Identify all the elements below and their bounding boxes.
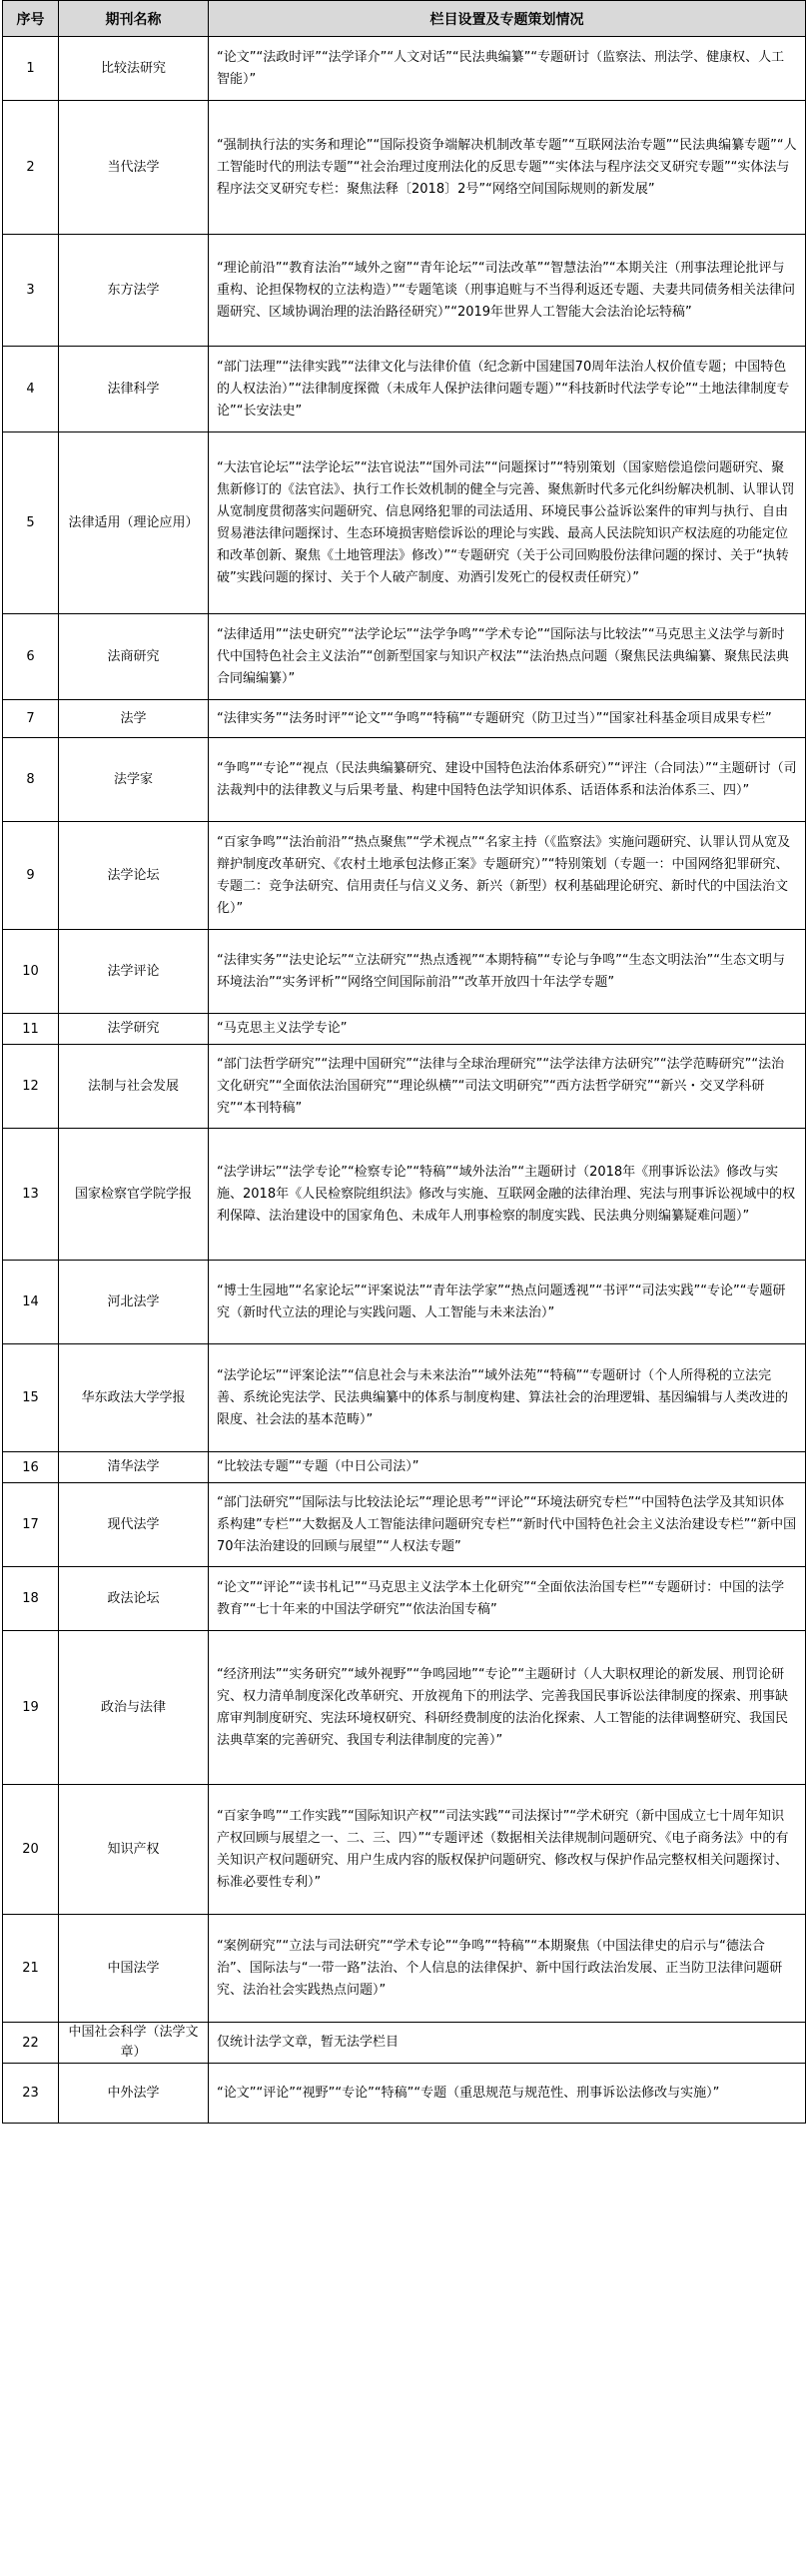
row-journal-name: 政治与法律 — [59, 1631, 209, 1785]
row-serial-number: 6 — [3, 614, 59, 700]
row-column-settings: “案例研究”“立法与司法研究”“学术专论”“争鸣”“特稿”“本期聚焦（中国法律史的启示与“德法合治”、国际法与“一带一路”法治、个人信息的法律保护、新中国行政法治发展、正当防卫法律问题研究、法治社会实践热点问题）” — [209, 1915, 806, 2023]
row-column-settings: 仅统计法学文章，暂无法学栏目 — [209, 2023, 806, 2064]
row-column-settings: “法律适用”“法史研究”“法学论坛”“法学争鸣”“学术专论”“国际法与比较法”“马克思主义法学与新时代中国特色社会主义法治”“创新型国家与知识产权法”“法治热点问题（聚焦民法典编纂、聚焦民法典合同编编纂）” — [209, 614, 806, 700]
table-row — [3, 1014, 806, 1045]
row-serial-number: 2 — [3, 101, 59, 235]
row-column-settings: “博士生园地”“名家论坛”“评案说法”“青年法学家”“热点问题透视”“书评”“司法实践”“专论”“专题研究（新时代立法的理论与实践问题、人工智能与未来法治）” — [209, 1261, 806, 1344]
row-column-settings: “强制执行法的实务和理论”“国际投资争端解决机制改革专题”“互联网法治专题”“民法典编纂专题”“人工智能时代的刑法专题”“社会治理过度刑法化的反思专题”“实体法与程序法交叉研究专题”“实体法与程序法交叉研究专栏：聚焦法释〔2018〕2号”“网络空间国际规则的新发展” — [209, 101, 806, 235]
row-column-settings: “论文”“评论”“读书札记”“马克思主义法学本土化研究”“全面依法治国专栏”“专题研讨：中国的法学教育”“七十年来的中国法学研究”“依法治国专稿” — [209, 1567, 806, 1631]
row-serial-number: 17 — [3, 1483, 59, 1567]
row-journal-name: 华东政法大学学报 — [59, 1344, 209, 1452]
row-column-settings: “论文”“评论”“视野”“专论”“特稿”“专题（重思规范与规范性、刑事诉讼法修改与实施）” — [209, 2064, 806, 2124]
journal-column-table — [2, 0, 806, 2124]
row-column-settings: “大法官论坛”“法学论坛”“法官说法”“国外司法”“问题探讨”“特别策划（国家赔偿追偿问题研究、聚焦新修订的《法官法》、执行工作长效机制的健全与完善、聚焦新时代多元化纠纷解决机制、认罪认罚从宽制度贯彻落实问题研究、信息网络犯罪的司法适用、环境民事公益诉讼案件的审判与执行、自由贸易港法律问题探讨、生态环境损害赔偿诉讼的理论与实践、最高人民法院知识产权法庭的功能定位和改革创新、聚焦《土地管理法》修改）”“专题研究（关于公司回购股份法律问题的探讨、关于“执转破”实践问题的探讨、关于个人破产制度、劝酒引发死亡的侵权责任研究）” — [209, 432, 806, 614]
table-row — [3, 1785, 806, 1915]
table-row — [3, 432, 806, 614]
row-journal-name: 法制与社会发展 — [59, 1045, 209, 1129]
table-body — [3, 37, 806, 2124]
table-header-row — [3, 1, 806, 37]
row-journal-name: 知识产权 — [59, 1785, 209, 1915]
row-serial-number: 5 — [3, 432, 59, 614]
row-serial-number: 20 — [3, 1785, 59, 1915]
table-row — [3, 738, 806, 822]
row-column-settings: “部门法哲学研究”“法理中国研究”“法律与全球治理研究”“法学法律方法研究”“法学范畴研究”“法治文化研究”“全面依法治国研究”“理论纵横”“司法文明研究”“西方法哲学研究”“新兴・交叉学科研究”“本刊特稿” — [209, 1045, 806, 1129]
row-serial-number: 3 — [3, 235, 59, 347]
row-column-settings: “法学讲坛”“法学专论”“检察专论”“特稿”“域外法治”“主题研讨（2018年《刑事诉讼法》修改与实施、2018年《人民检察院组织法》修改与实施、互联网金融的法律治理、宪法与刑事诉讼视域中的权利保障、法治建设中的国家角色、未成年人刑事检察的制度实践、民法典分则编纂疑难问题）” — [209, 1129, 806, 1261]
row-journal-name: 法学评论 — [59, 930, 209, 1014]
row-serial-number: 21 — [3, 1915, 59, 2023]
row-serial-number: 11 — [3, 1014, 59, 1045]
row-serial-number: 16 — [3, 1452, 59, 1483]
row-serial-number: 22 — [3, 2023, 59, 2064]
row-serial-number: 14 — [3, 1261, 59, 1344]
table-row — [3, 822, 806, 930]
table-row — [3, 1631, 806, 1785]
row-serial-number: 8 — [3, 738, 59, 822]
table-row — [3, 37, 806, 101]
table-row — [3, 1045, 806, 1129]
row-column-settings: “马克思主义法学专论” — [209, 1014, 806, 1045]
row-serial-number: 4 — [3, 347, 59, 432]
row-journal-name: 法律适用（理论应用） — [59, 432, 209, 614]
row-serial-number: 12 — [3, 1045, 59, 1129]
row-journal-name: 清华法学 — [59, 1452, 209, 1483]
row-serial-number: 10 — [3, 930, 59, 1014]
header-column-settings: 栏目设置及专题策划情况 — [209, 1, 806, 37]
table-row — [3, 1483, 806, 1567]
table-row — [3, 1129, 806, 1261]
row-journal-name: 法律科学 — [59, 347, 209, 432]
row-journal-name: 法学研究 — [59, 1014, 209, 1045]
row-serial-number: 1 — [3, 37, 59, 101]
row-serial-number: 13 — [3, 1129, 59, 1261]
table-row — [3, 235, 806, 347]
row-journal-name: 法商研究 — [59, 614, 209, 700]
row-journal-name: 政法论坛 — [59, 1567, 209, 1631]
table-row — [3, 700, 806, 738]
row-column-settings: “理论前沿”“教育法治”“域外之窗”“青年论坛”“司法改革”“智慧法治”“本期关注（刑事法理论批评与重构、论担保物权的立法构造）”“专题笔谈（刑事追赃与不当得利返还专题、夫妻共同债务相关法律问题研究、区域协调治理的法治路径研究）”“2019年世界人工智能大会法治论坛特稿” — [209, 235, 806, 347]
table-row — [3, 1452, 806, 1483]
row-serial-number: 7 — [3, 700, 59, 738]
row-journal-name: 法学论坛 — [59, 822, 209, 930]
row-column-settings: “部门法理”“法律实践”“法律文化与法律价值（纪念新中国建国70周年法治人权价值专题；中国特色的人权法治）”“法律制度探微（未成年人保护法律问题专题）”“科技新时代法学专论”“土地法律制度专论”“长安法史” — [209, 347, 806, 432]
header-serial-number: 序号 — [3, 1, 59, 37]
row-column-settings: “百家争鸣”“工作实践”“国际知识产权”“司法实践”“司法探讨”“学术研究（新中国成立七十周年知识产权回顾与展望之一、二、三、四）”“专题评述（数据相关法律规制问题研究、《电子商务法》中的有关知识产权问题研究、用户生成内容的版权保护问题研究、修改权与保护作品完整权相关问题探讨、标准必要性专利）” — [209, 1785, 806, 1915]
row-journal-name: 国家检察官学院学报 — [59, 1129, 209, 1261]
table-row — [3, 614, 806, 700]
row-column-settings: “争鸣”“专论”“视点（民法典编纂研究、建设中国特色法治体系研究）”“评注（合同法）”“主题研讨（司法裁判中的法律教义与后果考量、构建中国特色法学知识体系、话语体系和法治体系三、四）” — [209, 738, 806, 822]
row-serial-number: 9 — [3, 822, 59, 930]
row-column-settings: “比较法专题”“专题（中日公司法）” — [209, 1452, 806, 1483]
table-row — [3, 930, 806, 1014]
row-column-settings: “论文”“法政时评”“法学译介”“人文对话”“民法典编纂”“专题研讨（监察法、刑法学、健康权、人工智能）” — [209, 37, 806, 101]
row-journal-name: 中国法学 — [59, 1915, 209, 2023]
row-journal-name: 现代法学 — [59, 1483, 209, 1567]
table-row — [3, 101, 806, 235]
table-row — [3, 1915, 806, 2023]
row-serial-number: 15 — [3, 1344, 59, 1452]
table-row — [3, 1344, 806, 1452]
row-serial-number: 19 — [3, 1631, 59, 1785]
table-row — [3, 1567, 806, 1631]
row-serial-number: 23 — [3, 2064, 59, 2124]
table-row — [3, 2023, 806, 2064]
row-column-settings: “百家争鸣”“法治前沿”“热点聚焦”“学术视点”“名家主持（《监察法》实施问题研究、认罪认罚从宽及辩护制度改革研究、《农村土地承包法修正案》专题研究）”“特别策划（专题一：中国网络犯罪研究、专题二：竞争法研究、信用责任与信义义务、新兴（新型）权利基础理论研究、新时代的中国法治文化）” — [209, 822, 806, 930]
row-journal-name: 比较法研究 — [59, 37, 209, 101]
row-journal-name: 法学家 — [59, 738, 209, 822]
table-row — [3, 1261, 806, 1344]
row-journal-name: 当代法学 — [59, 101, 209, 235]
table-row — [3, 2064, 806, 2124]
row-column-settings: “法律实务”“法务时评”“论文”“争鸣”“特稿”“专题研究（防卫过当）”“国家社科基金项目成果专栏” — [209, 700, 806, 738]
row-column-settings: “经济刑法”“实务研究”“域外视野”“争鸣园地”“专论”“主题研讨（人大职权理论的新发展、刑罚论研究、权力清单制度深化改革研究、开放视角下的刑法学、完善我国民事诉讼法律制度的探索、刑事缺席审判制度研究、宪法环境权研究、科研经费制度的法治化探索、人工智能的法律调整研究、我国民法典草案的完善研究、我国专利法律制度的完善）” — [209, 1631, 806, 1785]
header-journal-name: 期刊名称 — [59, 1, 209, 37]
row-serial-number: 18 — [3, 1567, 59, 1631]
row-journal-name: 河北法学 — [59, 1261, 209, 1344]
row-journal-name: 法学 — [59, 700, 209, 738]
row-column-settings: “法学论坛”“评案论法”“信息社会与未来法治”“域外法苑”“特稿”“专题研讨（个人所得税的立法完善、系统论宪法学、民法典编纂中的体系与制度构建、算法社会的治理逻辑、基因编辑与人类改进的限度、社会法的基本范畴）” — [209, 1344, 806, 1452]
row-journal-name: 中外法学 — [59, 2064, 209, 2124]
row-column-settings: “部门法研究”“国际法与比较法论坛”“理论思考”“评论”“环境法研究专栏”“中国特色法学及其知识体系构建”专栏”“大数据及人工智能法律问题研究专栏”“新时代中国特色社会主义法治建设专栏”“新中国70年法治建设的回顾与展望”“人权法专题” — [209, 1483, 806, 1567]
row-journal-name: 东方法学 — [59, 235, 209, 347]
table-row — [3, 347, 806, 432]
row-journal-name: 中国社会科学（法学文章） — [59, 2023, 209, 2064]
row-column-settings: “法律实务”“法史论坛”“立法研究”“热点透视”“本期特稿”“专论与争鸣”“生态文明法治”“生态文明与环境法治”“实务评析”“网络空间国际前沿”“改革开放四十年法学专题” — [209, 930, 806, 1014]
